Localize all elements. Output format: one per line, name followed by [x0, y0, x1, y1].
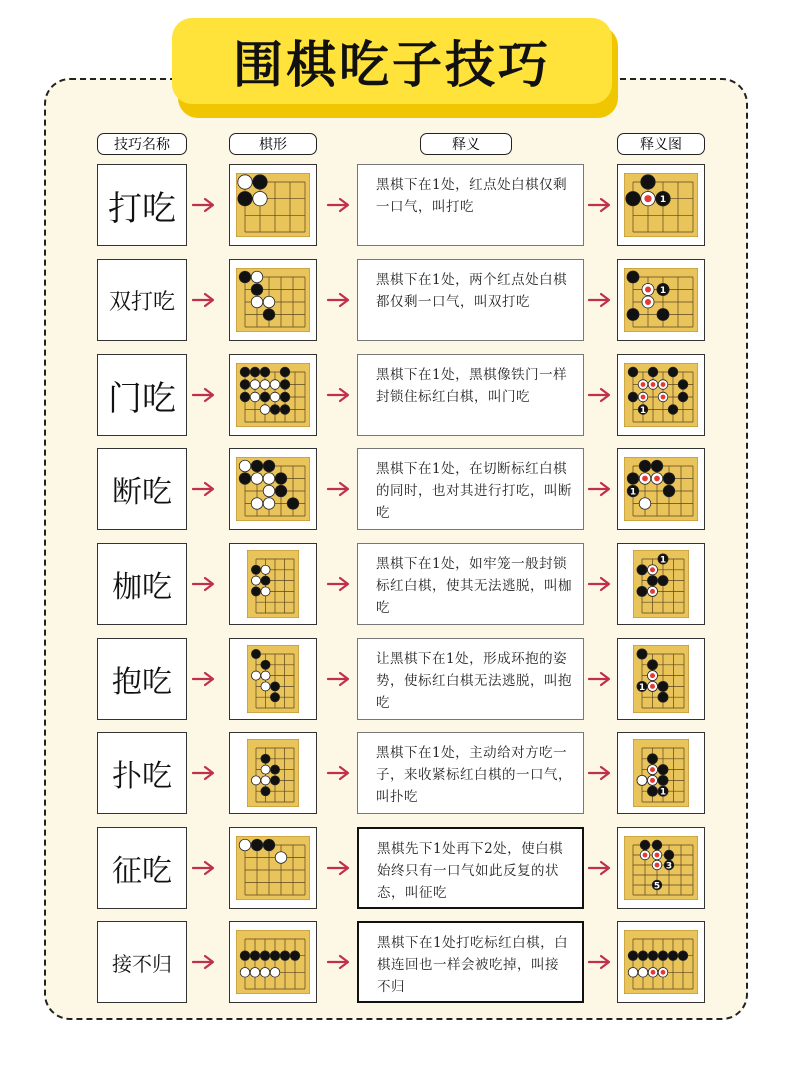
black-stone — [668, 405, 678, 415]
red-mark — [661, 395, 666, 400]
black-stone — [658, 576, 668, 586]
arrow-icon — [192, 765, 218, 781]
technique-name: 扑吃 — [97, 732, 187, 814]
black-stone — [275, 485, 287, 497]
black-stone — [261, 787, 270, 796]
explanation-diagram — [617, 543, 705, 625]
explanation-diagram — [617, 827, 705, 909]
red-mark — [650, 684, 655, 689]
arrow-icon — [327, 481, 353, 497]
black-stone — [260, 367, 270, 377]
black-stone — [628, 392, 638, 402]
red-mark — [645, 287, 651, 293]
arrow-icon — [588, 292, 614, 308]
explanation-diagram — [617, 354, 705, 436]
white-stone — [251, 776, 260, 785]
go-board — [236, 836, 310, 900]
white-stone — [263, 498, 275, 510]
black-stone — [270, 693, 279, 702]
black-stone — [263, 839, 275, 851]
arrow-icon — [327, 765, 353, 781]
explanation-diagram — [617, 164, 705, 246]
red-mark — [661, 970, 666, 975]
red-mark — [644, 195, 651, 202]
white-stone — [261, 671, 270, 680]
arrow-icon — [588, 576, 614, 592]
arrow-icon — [192, 576, 218, 592]
black-stone — [647, 576, 657, 586]
white-stone — [261, 776, 270, 785]
go-board — [236, 457, 310, 521]
white-stone — [238, 175, 252, 189]
technique-name: 接不归 — [97, 921, 187, 1003]
arrow-icon — [327, 576, 353, 592]
red-mark — [655, 853, 660, 858]
technique-description: 黑棋下在1处，红点处白棋仅剩一口气，叫打吃 — [357, 164, 584, 246]
black-stone — [637, 649, 647, 659]
black-stone — [658, 765, 668, 775]
black-stone — [658, 692, 668, 702]
white-stone — [263, 473, 275, 485]
shape-diagram — [229, 354, 317, 436]
black-stone — [261, 754, 270, 763]
red-mark — [650, 673, 655, 678]
black-stone — [253, 175, 267, 189]
black-stone — [239, 271, 251, 283]
black-stone — [637, 565, 647, 575]
explanation-diagram — [617, 921, 705, 1003]
black-stone — [638, 951, 648, 961]
technique-name: 抱吃 — [97, 638, 187, 720]
white-stone — [251, 576, 260, 585]
stone-number: 1 — [638, 682, 646, 693]
white-stone — [270, 380, 280, 390]
white-stone — [260, 968, 270, 978]
white-stone — [263, 485, 275, 497]
white-stone — [251, 296, 263, 308]
black-stone — [678, 951, 688, 961]
technique-description: 黑棋先下1处再下2处，使白棋始终只有一口气如此反复的状态，叫征吃 — [357, 827, 584, 909]
technique-name: 枷吃 — [97, 543, 187, 625]
red-mark — [641, 382, 646, 387]
white-stone — [263, 296, 275, 308]
stone-number: 1 — [629, 487, 637, 498]
header-shape: 棋形 — [229, 133, 317, 155]
red-mark — [661, 382, 666, 387]
black-stone — [637, 586, 647, 596]
red-mark — [651, 970, 656, 975]
stone-number: 1 — [659, 787, 667, 798]
stone-number: 1 — [659, 195, 667, 206]
white-stone — [261, 565, 270, 574]
black-stone — [251, 565, 260, 574]
red-mark — [650, 567, 655, 572]
black-stone — [261, 576, 270, 585]
arrow-icon — [327, 954, 353, 970]
white-stone — [261, 587, 270, 596]
stone-number: 1 — [659, 555, 667, 566]
black-stone — [647, 660, 657, 670]
technique-description: 黑棋下在1处打吃标红白棋，白棋连回也一样会被吃掉，叫接不归 — [357, 921, 584, 1003]
black-stone — [251, 649, 260, 658]
arrow-icon — [588, 197, 614, 213]
black-stone — [240, 380, 250, 390]
stone-number: 1 — [639, 406, 647, 416]
shape-diagram — [229, 164, 317, 246]
black-stone — [275, 473, 287, 485]
black-stone — [270, 951, 280, 961]
black-stone — [280, 380, 290, 390]
black-stone — [668, 951, 678, 961]
white-stone — [637, 775, 647, 785]
white-stone — [251, 671, 260, 680]
shape-diagram — [229, 543, 317, 625]
red-mark — [654, 476, 660, 482]
black-stone — [668, 367, 678, 377]
arrow-icon — [588, 481, 614, 497]
black-stone — [240, 951, 250, 961]
black-stone — [239, 473, 251, 485]
black-stone — [652, 840, 662, 850]
go-board — [624, 836, 698, 900]
shape-diagram — [229, 921, 317, 1003]
technique-description: 黑棋下在1处，黑棋像铁门一样封锁住标红白棋，叫门吃 — [357, 354, 584, 436]
black-stone — [648, 367, 658, 377]
black-stone — [240, 392, 250, 402]
explanation-diagram — [617, 259, 705, 341]
black-stone — [260, 392, 270, 402]
red-mark — [642, 476, 648, 482]
black-stone — [678, 380, 688, 390]
go-board — [236, 173, 310, 237]
black-stone — [270, 682, 279, 691]
shape-diagram — [229, 259, 317, 341]
go-board — [624, 268, 698, 332]
go-board — [633, 739, 689, 807]
stone-number: 3 — [665, 861, 673, 872]
black-stone — [663, 473, 675, 485]
technique-name: 门吃 — [97, 354, 187, 436]
white-stone — [240, 968, 250, 978]
arrow-icon — [192, 292, 218, 308]
white-stone — [260, 405, 270, 415]
black-stone — [270, 776, 279, 785]
red-mark — [643, 853, 648, 858]
black-stone — [641, 175, 655, 189]
arrow-icon — [327, 197, 353, 213]
arrow-icon — [588, 954, 614, 970]
header-diagram: 释义图 — [617, 133, 705, 155]
red-mark — [650, 778, 655, 783]
white-stone — [251, 498, 263, 510]
black-stone — [260, 951, 270, 961]
technique-name: 打吃 — [97, 164, 187, 246]
go-board — [624, 173, 698, 237]
red-mark — [645, 299, 651, 305]
red-mark — [641, 395, 646, 400]
black-stone — [251, 284, 263, 296]
go-board — [236, 363, 310, 427]
white-stone — [638, 968, 648, 978]
stone-number: 1 — [659, 286, 667, 296]
red-mark — [650, 589, 655, 594]
header-name: 技巧名称 — [97, 133, 187, 155]
arrow-icon — [588, 765, 614, 781]
arrow-icon — [327, 671, 353, 687]
go-board — [236, 268, 310, 332]
black-stone — [647, 754, 657, 764]
header-meaning: 释义 — [420, 133, 512, 155]
go-board — [624, 363, 698, 427]
black-stone — [628, 367, 638, 377]
technique-description: 黑棋下在1处，主动给对方吃一子，来收紧标红白棋的一口气，叫扑吃 — [357, 732, 584, 814]
red-mark — [650, 767, 655, 772]
arrow-icon — [192, 671, 218, 687]
black-stone — [238, 191, 252, 205]
black-stone — [250, 367, 260, 377]
go-board — [633, 645, 689, 713]
black-stone — [270, 765, 279, 774]
white-stone — [253, 191, 267, 205]
arrow-icon — [327, 292, 353, 308]
white-stone — [639, 498, 651, 510]
go-board — [624, 457, 698, 521]
black-stone — [627, 473, 639, 485]
black-stone — [250, 951, 260, 961]
arrow-icon — [588, 671, 614, 687]
technique-description: 黑棋下在1处，两个红点处白棋都仅剩一口气，叫双打吃 — [357, 259, 584, 341]
white-stone — [275, 852, 287, 864]
white-stone — [250, 380, 260, 390]
black-stone — [658, 775, 668, 785]
arrow-icon — [588, 387, 614, 403]
black-stone — [261, 660, 270, 669]
arrow-icon — [588, 860, 614, 876]
technique-description: 让黑棋下在1处，形成环抱的姿势，使标红白棋无法逃脱，叫抱吃 — [357, 638, 584, 720]
black-stone — [280, 405, 290, 415]
white-stone — [250, 392, 260, 402]
black-stone — [263, 309, 275, 321]
arrow-icon — [192, 197, 218, 213]
arrow-icon — [192, 954, 218, 970]
technique-name: 断吃 — [97, 448, 187, 530]
black-stone — [270, 405, 280, 415]
red-mark — [655, 863, 660, 868]
page-title: 围棋吃子技巧 — [233, 36, 551, 94]
arrow-icon — [327, 387, 353, 403]
explanation-diagram — [617, 732, 705, 814]
black-stone — [251, 587, 260, 596]
white-stone — [251, 473, 263, 485]
black-stone — [240, 367, 250, 377]
black-stone — [640, 840, 650, 850]
black-stone — [639, 460, 651, 472]
white-stone — [239, 839, 251, 851]
stone-number: 5 — [653, 881, 661, 892]
red-mark — [651, 382, 656, 387]
black-stone — [280, 392, 290, 402]
white-stone — [628, 968, 638, 978]
black-stone — [627, 271, 639, 283]
technique-description: 黑棋下在1处，在切断标红白棋的同时，也对其进行打吃，叫断吃 — [357, 448, 584, 530]
black-stone — [628, 951, 638, 961]
shape-diagram — [229, 638, 317, 720]
black-stone — [657, 309, 669, 321]
shape-diagram — [229, 732, 317, 814]
white-stone — [250, 968, 260, 978]
black-stone — [280, 367, 290, 377]
black-stone — [627, 309, 639, 321]
black-stone — [658, 951, 668, 961]
technique-name: 征吃 — [97, 827, 187, 909]
technique-name: 双打吃 — [97, 259, 187, 341]
title-banner — [172, 18, 612, 104]
arrow-icon — [327, 860, 353, 876]
go-board — [633, 550, 689, 618]
go-board — [236, 930, 310, 994]
arrow-icon — [192, 860, 218, 876]
white-stone — [270, 392, 280, 402]
black-stone — [280, 951, 290, 961]
black-stone — [647, 786, 657, 796]
black-stone — [251, 839, 263, 851]
shape-diagram — [229, 827, 317, 909]
black-stone — [251, 460, 263, 472]
white-stone — [261, 682, 270, 691]
white-stone — [239, 460, 251, 472]
black-stone — [626, 191, 640, 205]
white-stone — [261, 765, 270, 774]
arrow-icon — [192, 387, 218, 403]
black-stone — [263, 460, 275, 472]
black-stone — [663, 485, 675, 497]
go-board — [624, 930, 698, 994]
go-board — [247, 739, 299, 807]
black-stone — [290, 951, 300, 961]
white-stone — [270, 968, 280, 978]
arrow-icon — [192, 481, 218, 497]
black-stone — [678, 392, 688, 402]
white-stone — [251, 271, 263, 283]
go-board — [247, 645, 299, 713]
black-stone — [658, 681, 668, 691]
shape-diagram — [229, 448, 317, 530]
black-stone — [287, 498, 299, 510]
black-stone — [648, 951, 658, 961]
go-board — [247, 550, 299, 618]
black-stone — [664, 850, 674, 860]
white-stone — [260, 380, 270, 390]
explanation-diagram — [617, 448, 705, 530]
explanation-diagram — [617, 638, 705, 720]
black-stone — [651, 460, 663, 472]
technique-description: 黑棋下在1处，如牢笼一般封锁标红白棋，使其无法逃脱，叫枷吃 — [357, 543, 584, 625]
